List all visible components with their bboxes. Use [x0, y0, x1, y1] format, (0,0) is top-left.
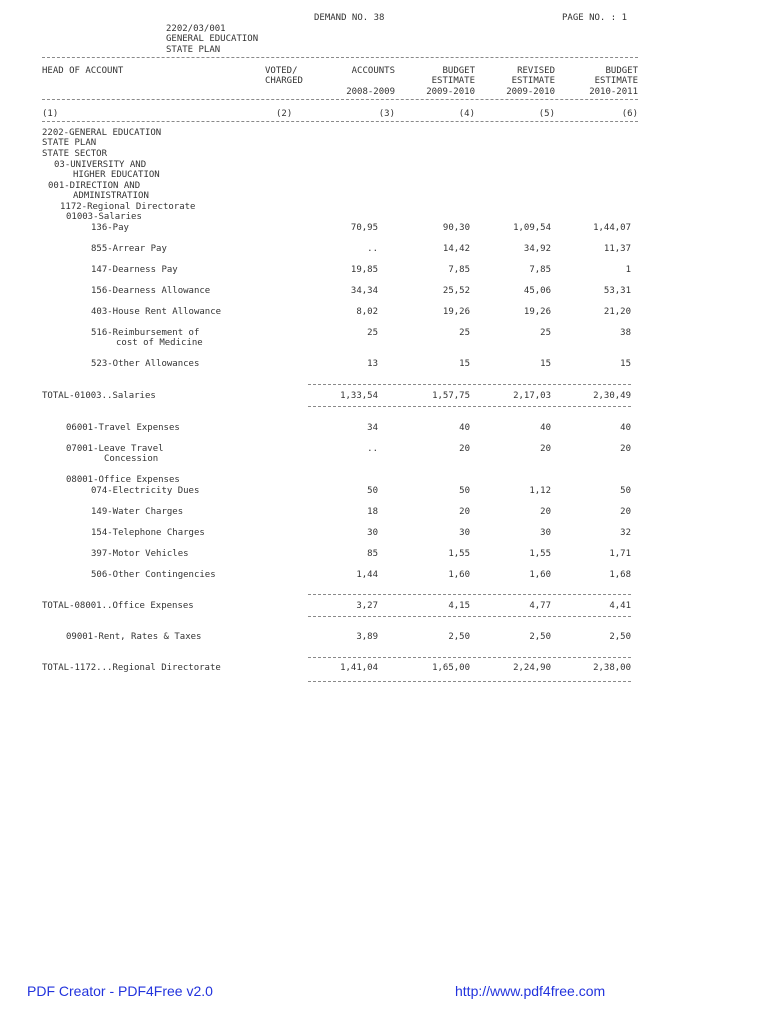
row-accounts: 1,44: [356, 570, 378, 580]
total-budget: 1,65,00: [432, 663, 470, 673]
column-number: (2): [276, 109, 293, 119]
row-revised: 20: [540, 444, 551, 454]
total-rule: [308, 681, 631, 682]
hierarchy-line: 03-UNIVERSITY AND: [54, 160, 147, 170]
page-number: PAGE NO. : 1: [562, 13, 628, 23]
hierarchy-line: 001-DIRECTION AND: [48, 181, 141, 191]
hierarchy-line: 01003-Salaries: [66, 212, 142, 222]
total-rule: [308, 657, 631, 658]
column-accounts: ACCOUNTS: [351, 66, 395, 76]
row-label: 147-Dearness Pay: [91, 265, 178, 275]
row-budget: 25,52: [442, 286, 470, 296]
total-rule: [308, 616, 631, 617]
row-budget-next: 32: [620, 528, 631, 538]
hierarchy-line: HIGHER EDUCATION: [73, 170, 160, 180]
row-budget-next: 20: [620, 444, 631, 454]
column-number: (3): [378, 109, 395, 119]
row-accounts: 3,89: [356, 632, 378, 642]
row-label: 074-Electricity Dues: [91, 486, 200, 496]
row-revised: 15: [540, 359, 551, 369]
column-revised-estimate: ESTIMATE: [511, 76, 555, 86]
pdf4free-url-link[interactable]: http://www.pdf4free.com: [455, 983, 606, 999]
column-charged: CHARGED: [265, 76, 303, 86]
row-label: 136-Pay: [91, 223, 129, 233]
row-budget: 50: [459, 486, 470, 496]
plan-label: STATE PLAN: [166, 45, 221, 55]
row-accounts: 34,34: [350, 286, 378, 296]
head-code: 2202/03/001: [166, 24, 226, 34]
row-budget: 15: [459, 359, 470, 369]
column-number: (5): [538, 109, 555, 119]
row-accounts: 25: [367, 328, 378, 338]
hierarchy-line: STATE PLAN: [42, 138, 97, 148]
row-budget: 2,50: [448, 632, 470, 642]
total-rule: [308, 384, 631, 385]
row-budget: 7,85: [448, 265, 470, 275]
row-budget: 14,42: [442, 244, 470, 254]
hierarchy-line: ADMINISTRATION: [73, 191, 149, 201]
row-budget-next: 11,37: [603, 244, 631, 254]
group-label: 08001-Office Expenses: [66, 475, 180, 485]
divider: [42, 121, 638, 122]
divider: [42, 57, 638, 58]
row-accounts: 34: [367, 423, 378, 433]
row-label-continuation: Concession: [104, 454, 159, 464]
row-budget-next: 1: [625, 265, 631, 275]
row-revised: 25: [540, 328, 551, 338]
total-budget: 1,57,75: [432, 391, 470, 401]
row-revised: 1,12: [529, 486, 551, 496]
column-budget-estimate: ESTIMATE: [431, 76, 475, 86]
column-number: (6): [621, 109, 638, 119]
row-budget: 20: [459, 507, 470, 517]
row-budget-next: 21,20: [603, 307, 631, 317]
row-accounts: ..: [367, 444, 378, 454]
row-budget-next: 1,44,07: [593, 223, 631, 233]
column-budget: BUDGET: [442, 66, 475, 76]
row-label: 523-Other Allowances: [91, 359, 200, 369]
row-accounts: 19,85: [350, 265, 378, 275]
column-budget-next-year: 2010-2011: [589, 87, 638, 97]
total-label: TOTAL-1172...Regional Directorate: [42, 663, 221, 673]
row-label: 149-Water Charges: [91, 507, 184, 517]
divider: [42, 99, 638, 100]
total-label: TOTAL-01003..Salaries: [42, 391, 156, 401]
row-budget: 19,26: [442, 307, 470, 317]
row-budget-next: 20: [620, 507, 631, 517]
column-revised: REVISED: [517, 66, 555, 76]
column-budget-year: 2009-2010: [426, 87, 475, 97]
row-accounts: 70,95: [350, 223, 378, 233]
row-budget-next: 38: [620, 328, 631, 338]
row-revised: 2,50: [529, 632, 551, 642]
total-accounts: 1,33,54: [340, 391, 378, 401]
total-budget-next: 2,38,00: [593, 663, 631, 673]
total-accounts: 1,41,04: [340, 663, 378, 673]
row-budget: 1,60: [448, 570, 470, 580]
row-revised: 1,60: [529, 570, 551, 580]
row-revised: 1,09,54: [513, 223, 551, 233]
row-label: 156-Dearness Allowance: [91, 286, 211, 296]
row-revised: 40: [540, 423, 551, 433]
row-accounts: 18: [367, 507, 378, 517]
column-number: (1): [42, 109, 59, 119]
row-label: 07001-Leave Travel: [66, 444, 164, 454]
row-label: 855-Arrear Pay: [91, 244, 167, 254]
row-budget-next: 40: [620, 423, 631, 433]
column-revised-year: 2009-2010: [506, 87, 555, 97]
column-accounts-year: 2008-2009: [346, 87, 395, 97]
total-label: TOTAL-08001..Office Expenses: [42, 601, 194, 611]
hierarchy-line: 1172-Regional Directorate: [60, 202, 196, 212]
row-label: 154-Telephone Charges: [91, 528, 205, 538]
row-accounts: 85: [367, 549, 378, 559]
total-rule: [308, 594, 631, 595]
row-revised: 7,85: [529, 265, 551, 275]
row-accounts: 30: [367, 528, 378, 538]
column-budget-next: BUDGET: [605, 66, 638, 76]
row-revised: 1,55: [529, 549, 551, 559]
row-revised: 34,92: [523, 244, 551, 254]
pdf-creator-link[interactable]: PDF Creator - PDF4Free v2.0: [27, 983, 213, 999]
row-label: 06001-Travel Expenses: [66, 423, 180, 433]
total-revised: 4,77: [529, 601, 551, 611]
hierarchy-line: 2202-GENERAL EDUCATION: [42, 128, 162, 138]
total-budget: 4,15: [448, 601, 470, 611]
row-budget: 40: [459, 423, 470, 433]
row-accounts: ..: [367, 244, 378, 254]
row-budget: 20: [459, 444, 470, 454]
row-budget-next: 1,71: [609, 549, 631, 559]
total-revised: 2,17,03: [513, 391, 551, 401]
row-budget-next: 50: [620, 486, 631, 496]
row-budget: 90,30: [442, 223, 470, 233]
row-budget: 1,55: [448, 549, 470, 559]
demand-number: DEMAND NO. 38: [314, 13, 385, 23]
row-revised: 45,06: [523, 286, 551, 296]
total-rule: [308, 406, 631, 407]
row-label: 09001-Rent, Rates & Taxes: [66, 632, 202, 642]
row-revised: 20: [540, 507, 551, 517]
total-accounts: 3,27: [356, 601, 378, 611]
row-label: 403-House Rent Allowance: [91, 307, 222, 317]
column-voted: VOTED/: [265, 66, 298, 76]
row-label-continuation: cost of Medicine: [116, 338, 203, 348]
total-revised: 2,24,90: [513, 663, 551, 673]
document-title: GENERAL EDUCATION: [166, 34, 259, 44]
column-number: (4): [458, 109, 475, 119]
row-revised: 19,26: [523, 307, 551, 317]
row-accounts: 13: [367, 359, 378, 369]
row-accounts: 8,02: [356, 307, 378, 317]
total-budget-next: 2,30,49: [593, 391, 631, 401]
row-label: 516-Reimbursement of: [91, 328, 200, 338]
hierarchy-line: STATE SECTOR: [42, 149, 108, 159]
row-budget-next: 2,50: [609, 632, 631, 642]
row-budget-next: 1,68: [609, 570, 631, 580]
row-budget-next: 15: [620, 359, 631, 369]
row-label: 397-Motor Vehicles: [91, 549, 189, 559]
total-budget-next: 4,41: [609, 601, 631, 611]
row-label: 506-Other Contingencies: [91, 570, 216, 580]
row-accounts: 50: [367, 486, 378, 496]
row-budget-next: 53,31: [603, 286, 631, 296]
column-head-of-account: HEAD OF ACCOUNT: [42, 66, 124, 76]
row-budget: 25: [459, 328, 470, 338]
row-budget: 30: [459, 528, 470, 538]
row-revised: 30: [540, 528, 551, 538]
column-budget-next-estimate: ESTIMATE: [594, 76, 638, 86]
